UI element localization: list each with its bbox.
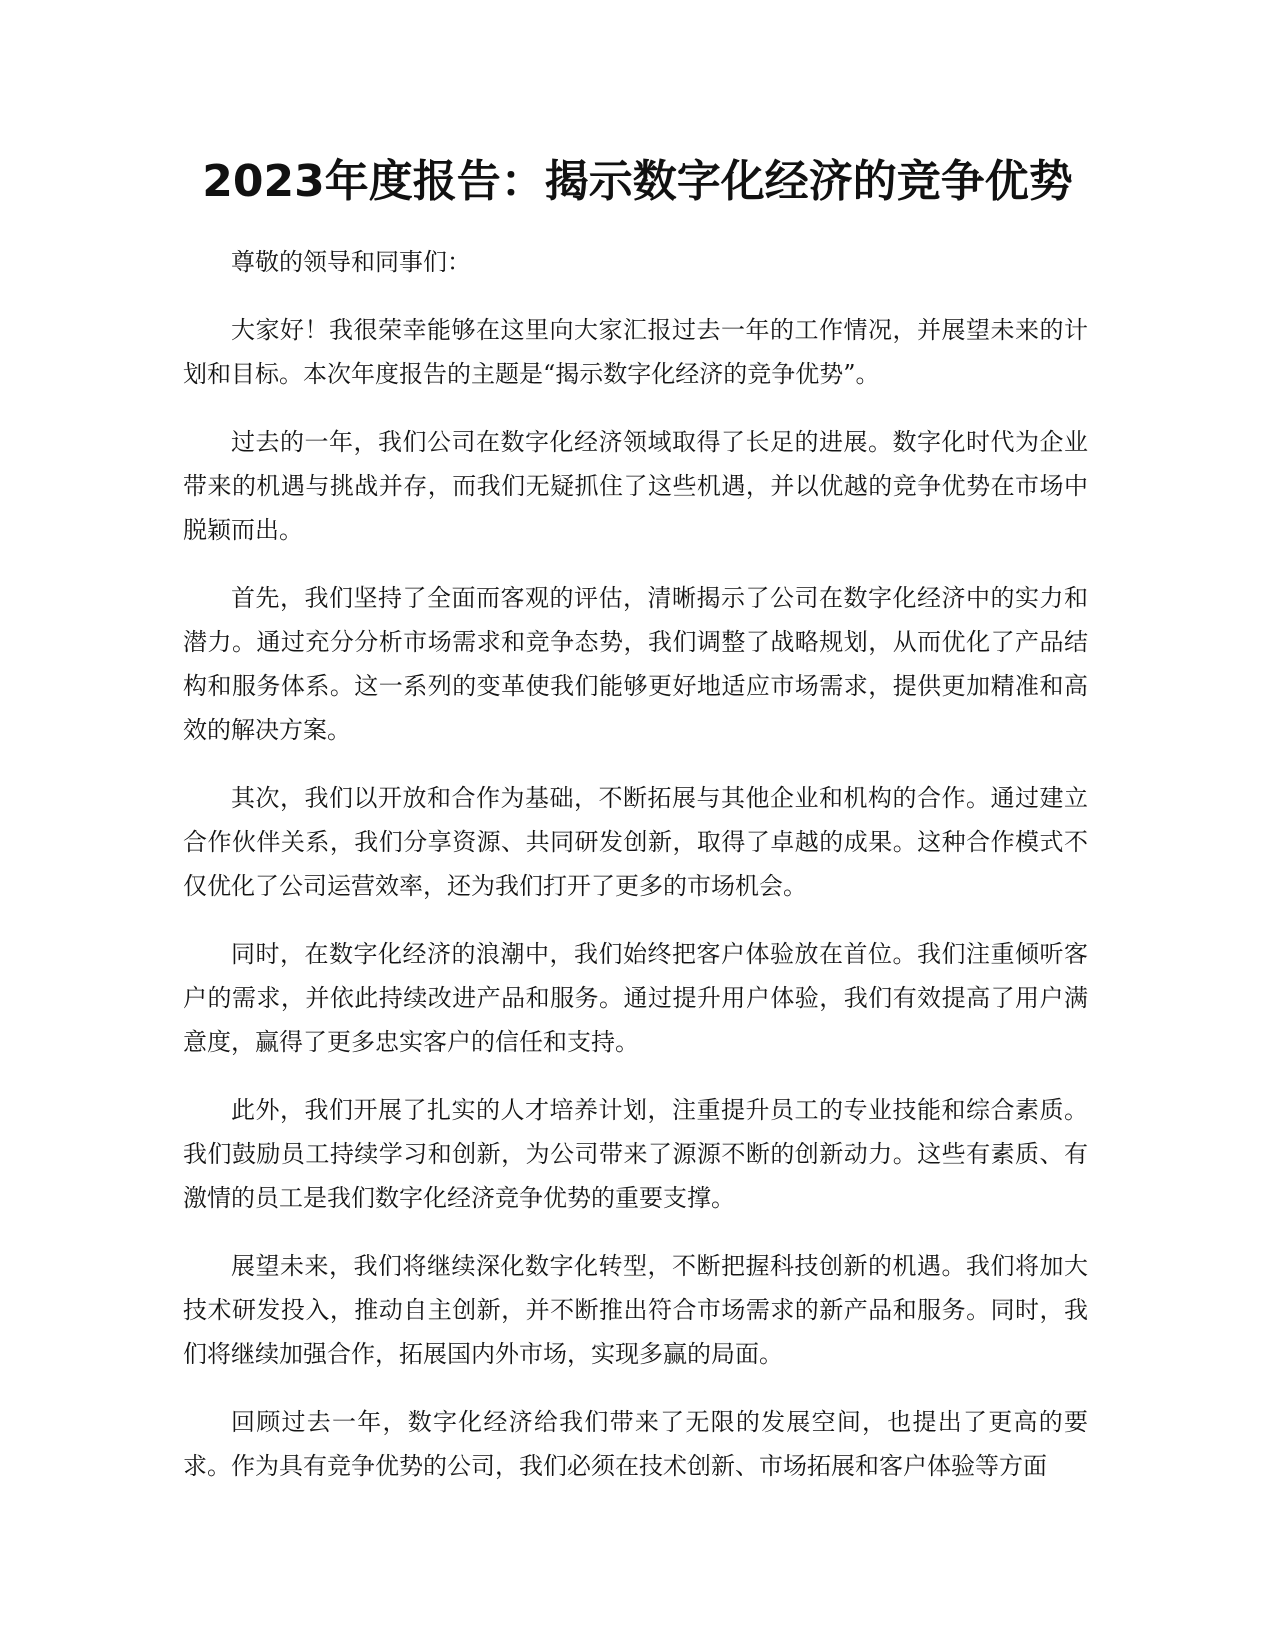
paragraph-customer: 同时，在数字化经济的浪潮中，我们始终把客户体验放在首位。我们注重倾听客户的需求，并依此持续改进产品和服务。通过提升用户体验，我们有效提高了用户满意度，赢得了更多忠实客户的信任和支持。 [183, 940, 1088, 1056]
paragraph-review: 回顾过去一年，数字化经济给我们带来了无限的发展空间，也提出了更高的要求。作为具有竞争优势的公司，我们必须在技术创新、市场拓展和客户体验等方面 [183, 1408, 1088, 1480]
paragraph-first: 首先，我们坚持了全面而客观的评估，清晰揭示了公司在数字化经济中的实力和潜力。通过充分分析市场需求和竞争态势，我们调整了战略规划，从而优化了产品结构和服务体系。这一系列的变革使我们能够更好地适应市场需求，提供更加精准和高效的解决方案。 [183, 584, 1088, 744]
paragraph-talent: 此外，我们开展了扎实的人才培养计划，注重提升员工的专业技能和综合素质。我们鼓励员工持续学习和创新，为公司带来了源源不断的创新动力。这些有素质、有激情的员工是我们数字化经济竞争优势的重要支撑。 [183, 1096, 1088, 1212]
paragraph-outlook: 展望未来，我们将继续深化数字化转型，不断把握科技创新的机遇。我们将加大技术研发投入，推动自主创新，并不断推出符合市场需求的新产品和服务。同时，我们将继续加强合作，拓展国内外市场，实现多赢的局面。 [183, 1252, 1088, 1368]
document-title: 2023年度报告：揭示数字化经济的竞争优势 [202, 156, 1073, 207]
document-body [183, 240, 1088, 1512]
paragraph-salutation: 尊敬的领导和同事们： [231, 248, 471, 276]
paragraph-greeting: 大家好！我很荣幸能够在这里向大家汇报过去一年的工作情况，并展望未来的计划和目标。本次年度报告的主题是“揭示数字化经济的竞争优势”。 [183, 316, 1088, 388]
paragraph-past-year: 过去的一年，我们公司在数字化经济领域取得了长足的进展。数字化时代为企业带来的机遇与挑战并存，而我们无疑抓住了这些机遇，并以优越的竞争优势在市场中脱颖而出。 [183, 428, 1088, 544]
paragraph-second: 其次，我们以开放和合作为基础，不断拓展与其他企业和机构的合作。通过建立合作伙伴关系，我们分享资源、共同研发创新，取得了卓越的成果。这种合作模式不仅优化了公司运营效率，还为我们打开了更多的市场机会。 [183, 784, 1088, 900]
